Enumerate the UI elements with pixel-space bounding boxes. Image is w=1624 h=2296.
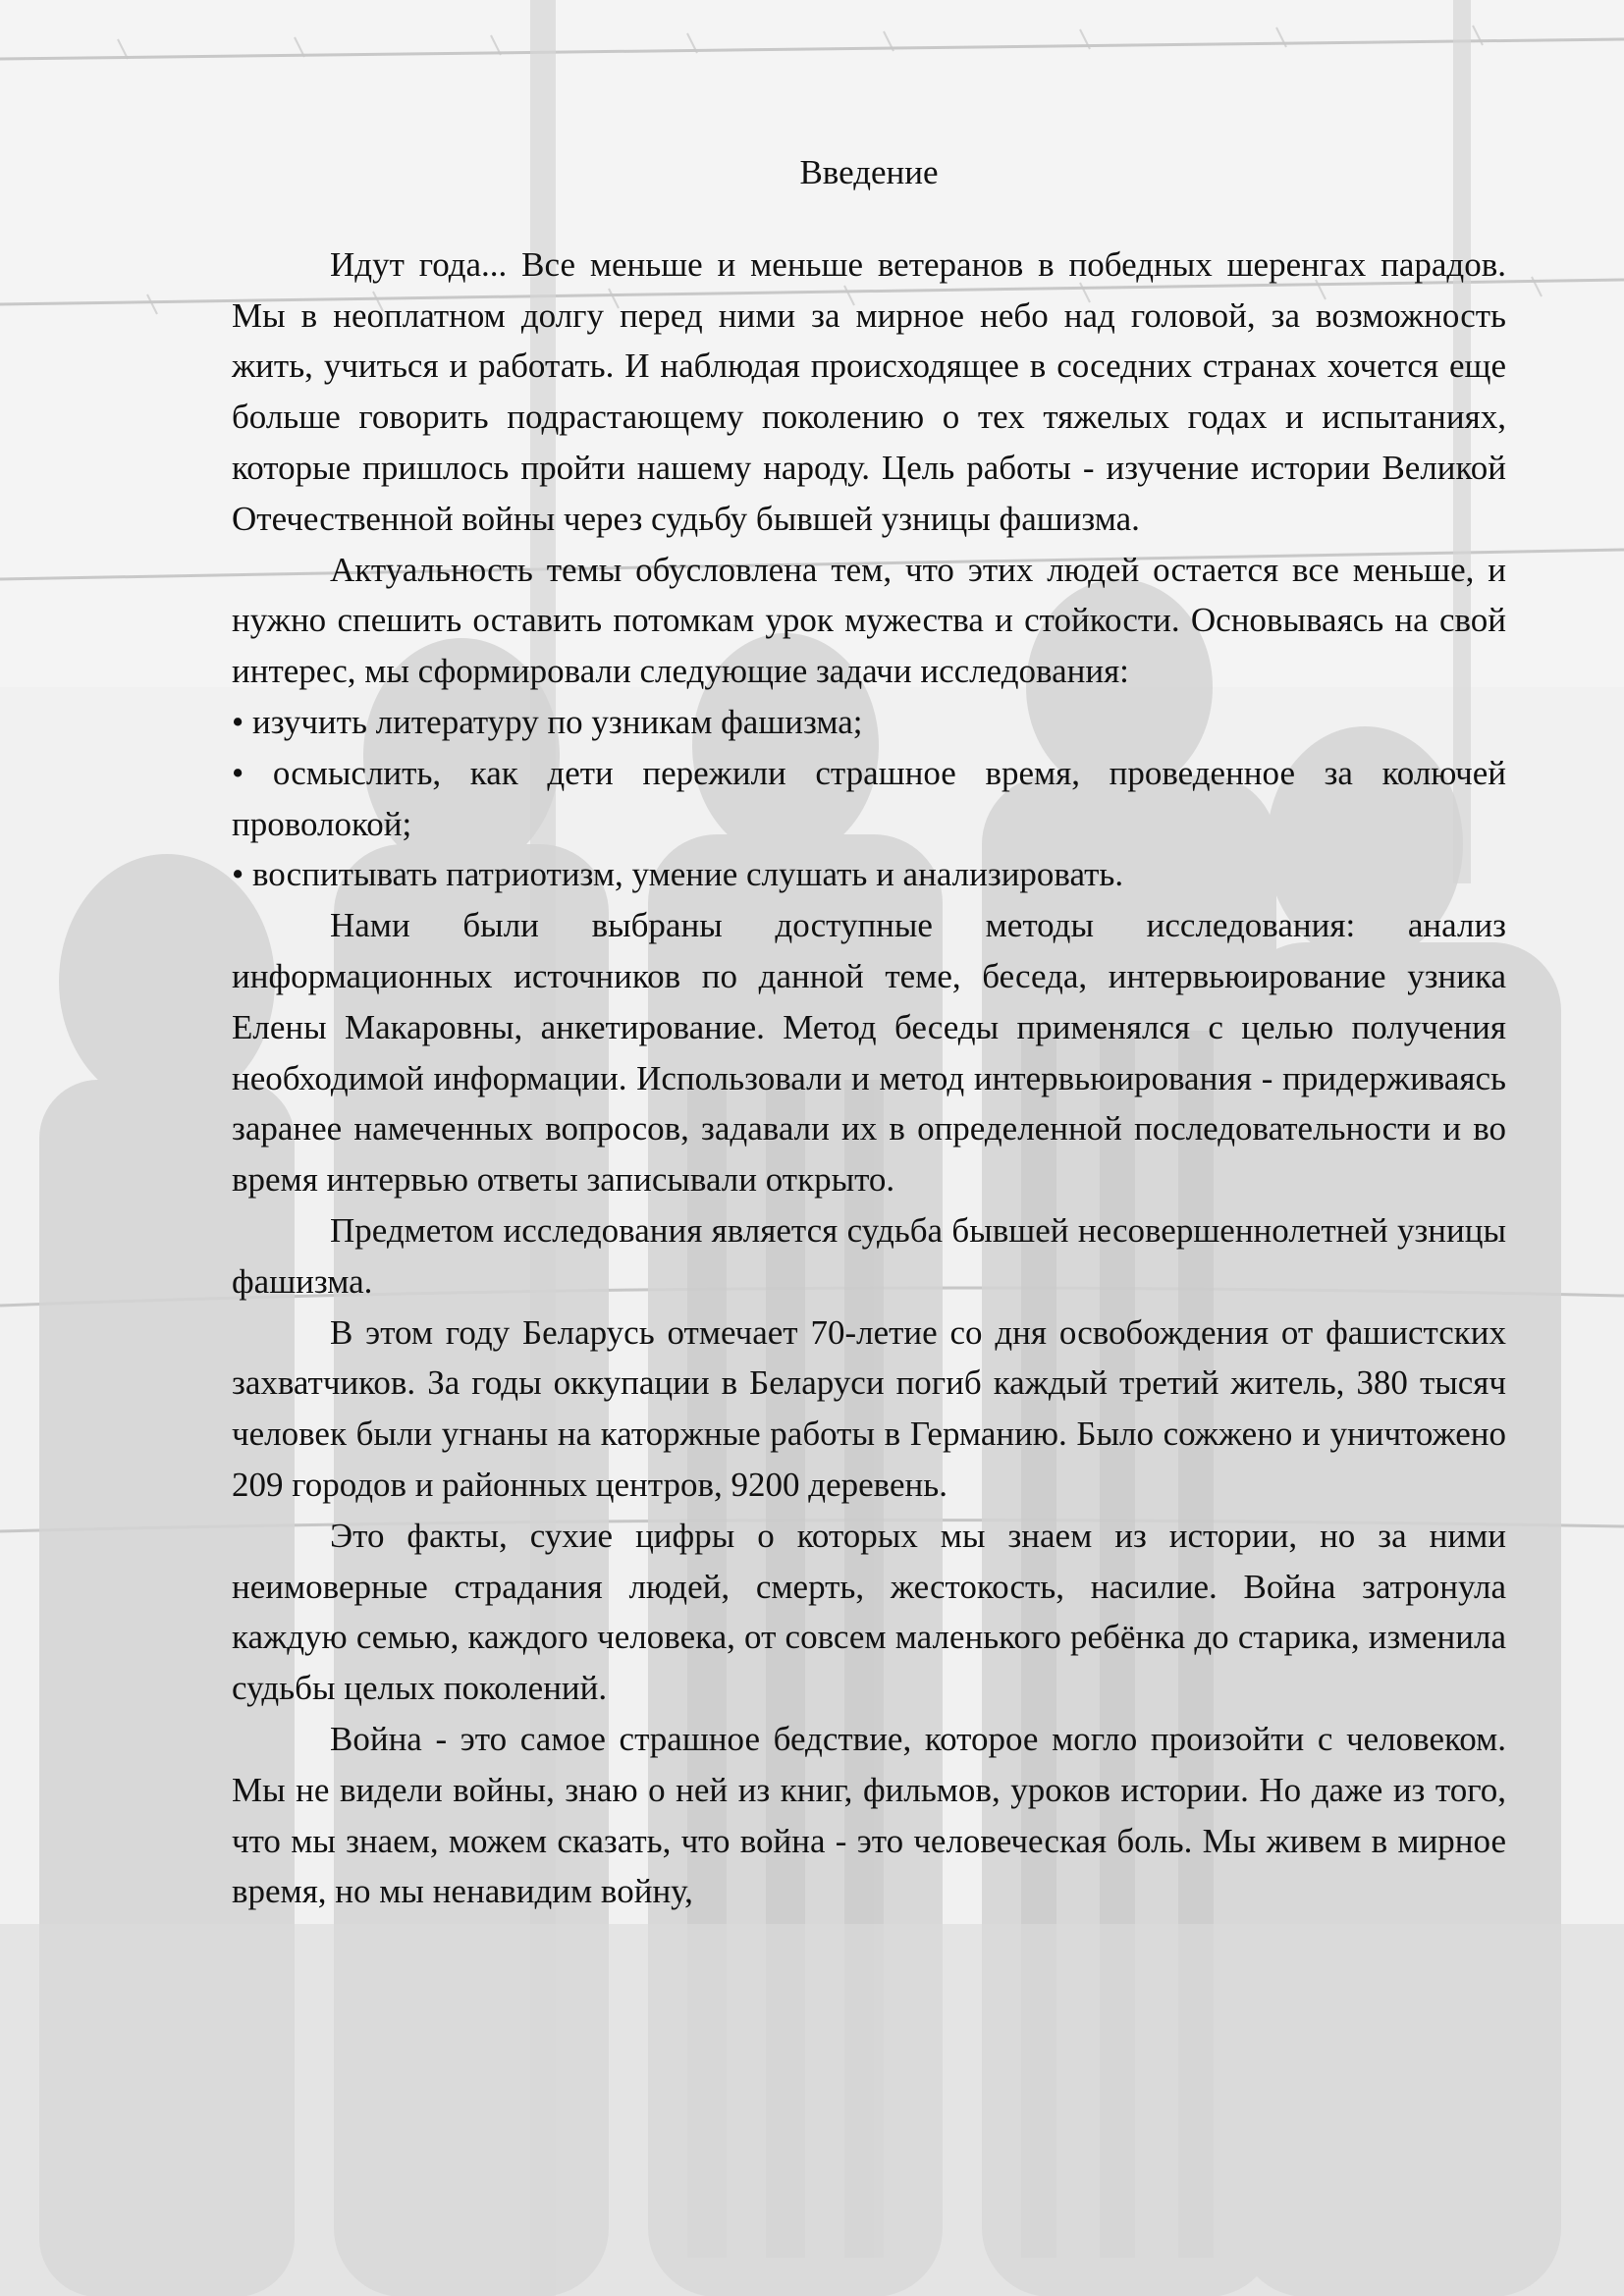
bullet-item: • осмыслить, как дети пережили страшное время, проведенное за колючей проволокой; bbox=[232, 753, 1506, 843]
document-page bbox=[232, 147, 1506, 1917]
bullet-item: • воспитывать патриотизм, умение слушать и анализировать. bbox=[232, 855, 1124, 894]
paragraph-methods: Нами были выбраны доступные методы исследования: анализ информационных источников по данной теме, беседа, интервьюирование узника Елены Макаровны, анкетирование. Метод беседы применялся с целью получения необходимой информации. Использовали и метод интервьюирования - придерживаясь заранее намеченных вопросов, задавали их в определенной последовательности и во время интервью ответы записывали открыто. bbox=[232, 906, 1506, 1200]
paragraph-suffering: Это факты, сухие цифры о которых мы знаем из истории, но за ними неимоверные страдания людей, смерть, жестокость, насилие. Война затронула каждую семью, каждого человека, от совсем маленького ребёнка до старика, изменила судьбы целых поколений. bbox=[232, 1516, 1506, 1708]
bullet-item: • изучить литературу по узникам фашизма; bbox=[232, 702, 863, 741]
paragraph-subject: Предметом исследования является судьба бывшей несовершеннолетней узницы фашизма. bbox=[232, 1210, 1506, 1301]
page-title: Введение bbox=[799, 153, 939, 191]
paragraph-intro: Идут года... Все меньше и меньше ветеранов в победных шеренгах парадов. Мы в неоплатном долгу перед ними за мирное небо над головой, за возможность жить, учиться и работать. И наблюдая происходящее в соседних странах хочется еще больше говорить подрастающему поколению о тех тяжелых годах и испытаниях, которые пришлось пройти нашему народу. Цель работы - изучение истории Великой Отечественной войны через судьбу бывшей узницы фашизма. bbox=[232, 244, 1506, 538]
paragraph-relevance: Актуальность темы обусловлена тем, что этих людей остается все меньше, и нужно спешить оставить потомкам урок мужества и стойкости. Основываясь на свой интерес, мы сформировали следующие задачи исследования: bbox=[232, 550, 1506, 691]
paragraph-war: Война - это самое страшное бедствие, которое могло произойти с человеком. Мы не видели войны, знаю о ней из книг, фильмов, уроков истории. Но даже из того, что мы знаем, можем сказать, что война - это человеческая боль. Мы живем в мирное время, но мы ненавидим войну, bbox=[232, 1719, 1506, 1911]
paragraph-facts: В этом году Беларусь отмечает 70-летие со дня освобождения от фашистских захватчиков. За годы оккупации в Беларуси погиб каждый третий житель, 380 тысяч человек были угнаны на каторжные работы в Германию. Было сожжено и уничтожено 209 городов и районных центров, 9200 деревень. bbox=[232, 1312, 1506, 1504]
